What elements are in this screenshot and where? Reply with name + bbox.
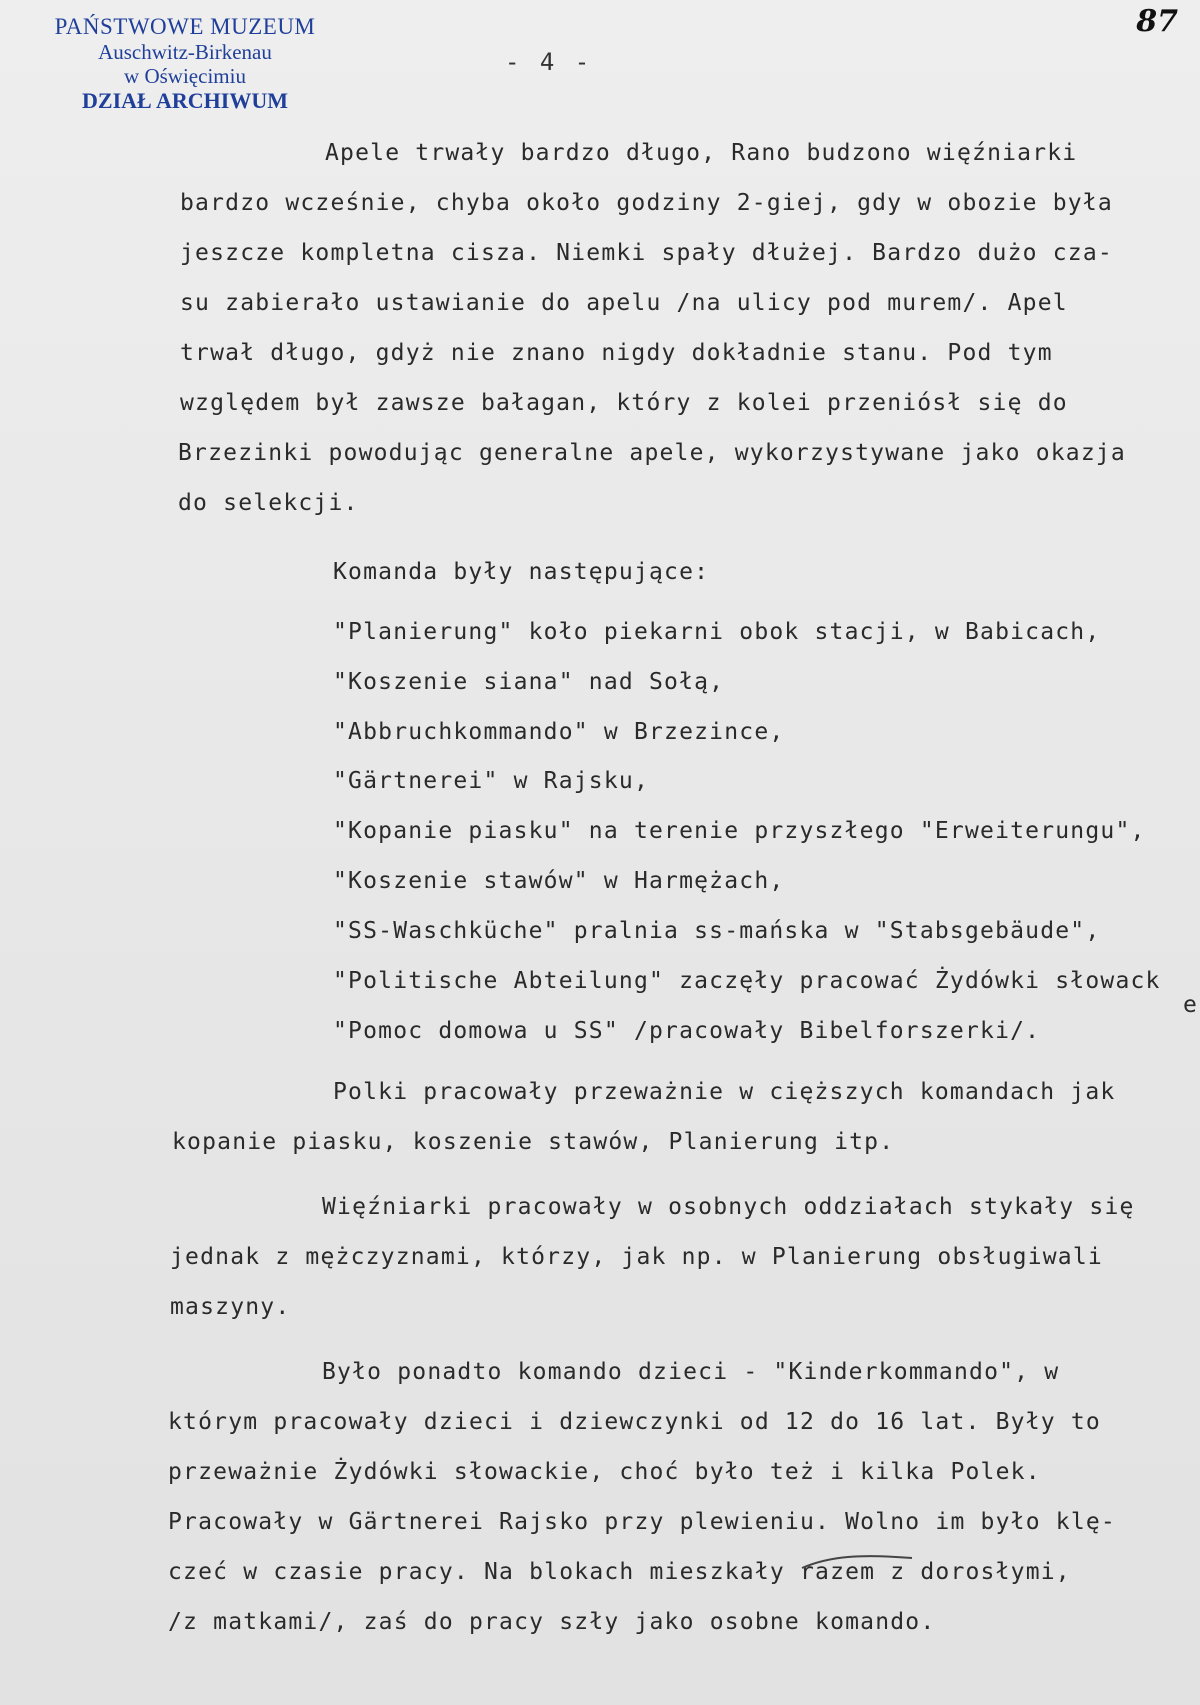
archive-stamp (40, 14, 330, 114)
text-line: Brzezinki powodując generalne apele, wykorzystywane jako okazja (178, 440, 1126, 466)
text-line: /z matkami/, zaś do pracy szły jako osobne komando. (168, 1609, 936, 1635)
list-item: "Koszenie stawów" w Harmężach, (333, 868, 785, 894)
text-line: czeć w czasie pracy. Na blokach mieszkały razem z dorosłymi, (168, 1559, 1071, 1585)
text-line: Pracowały w Gärtnerei Rajsko przy plewieniu. Wolno im było klę- (168, 1509, 1116, 1535)
overflow-character: e (1183, 992, 1199, 1018)
list-item: "Gärtnerei" w Rajsku, (333, 768, 649, 794)
list-item: "Politische Abteilung" zaczęły pracować Żydówki słowack (333, 968, 1161, 994)
text-line: trwał długo, gdyż nie znano nigdy dokładnie stanu. Pod tym (180, 340, 1053, 366)
text-line: którym pracowały dzieci i dziewczynki od 12 do 16 lat. Były to (168, 1409, 1101, 1435)
folio-number: 87 (1136, 4, 1178, 39)
text-line: jednak z mężczyznami, którzy, jak np. w Planierung obsługiwali (170, 1244, 1103, 1270)
list-item: "Planierung" koło piekarni obok stacji, w Babicach, (333, 619, 1101, 645)
text-line: kopanie piasku, koszenie stawów, Planierung itp. (172, 1129, 895, 1155)
stamp-line-2: Auschwitz-Birkenau (98, 40, 272, 64)
stamp-line-1: PAŃSTWOWE MUZEUM (54, 14, 316, 39)
text-line: Było ponadto komando dzieci - "Kinderkommando", w (322, 1359, 1060, 1385)
list-item: "Koszenie siana" nad Sołą, (333, 669, 725, 695)
text-line: maszyny. (170, 1294, 291, 1320)
text-line: przeważnie Żydówki słowackie, choć było też i kilka Polek. (168, 1459, 1041, 1485)
page-number: - 4 - (505, 48, 593, 76)
list-item: "SS-Waschküche" pralnia ss-mańska w "Stabsgebäude", (333, 918, 1101, 944)
text-line: Komanda były następujące: (333, 559, 710, 585)
stamp-line-3: w Oświęcimiu (124, 64, 246, 88)
stamp-line-4: DZIAŁ ARCHIWUM (82, 88, 288, 113)
text-line: Więźniarki pracowały w osobnych oddziałach stykały się (322, 1194, 1135, 1220)
text-line: Polki pracowały przeważnie w cięższych komandach jak (333, 1079, 1116, 1105)
text-line: względem był zawsze bałagan, który z kolei przeniósł się do (180, 390, 1068, 416)
list-item: "Kopanie piasku" na terenie przyszłego "Erweiterungu", (333, 818, 1146, 844)
text-line: su zabierało ustawianie do apelu /na ulicy pod murem/. Apel (180, 290, 1068, 316)
text-line: Apele trwały bardzo długo, Rano budzono więźniarki (325, 140, 1078, 166)
list-item: "Abbruchkommando" w Brzezince, (333, 719, 785, 745)
text-line: do selekcji. (178, 490, 359, 516)
list-item: "Pomoc domowa u SS" /pracowały Bibelforszerki/. (333, 1018, 1041, 1044)
text-line: jeszcze kompletna cisza. Niemki spały dłużej. Bardzo dużo cza- (180, 240, 1113, 266)
text-line: bardzo wcześnie, chyba około godziny 2-giej, gdy w obozie była (180, 190, 1113, 216)
